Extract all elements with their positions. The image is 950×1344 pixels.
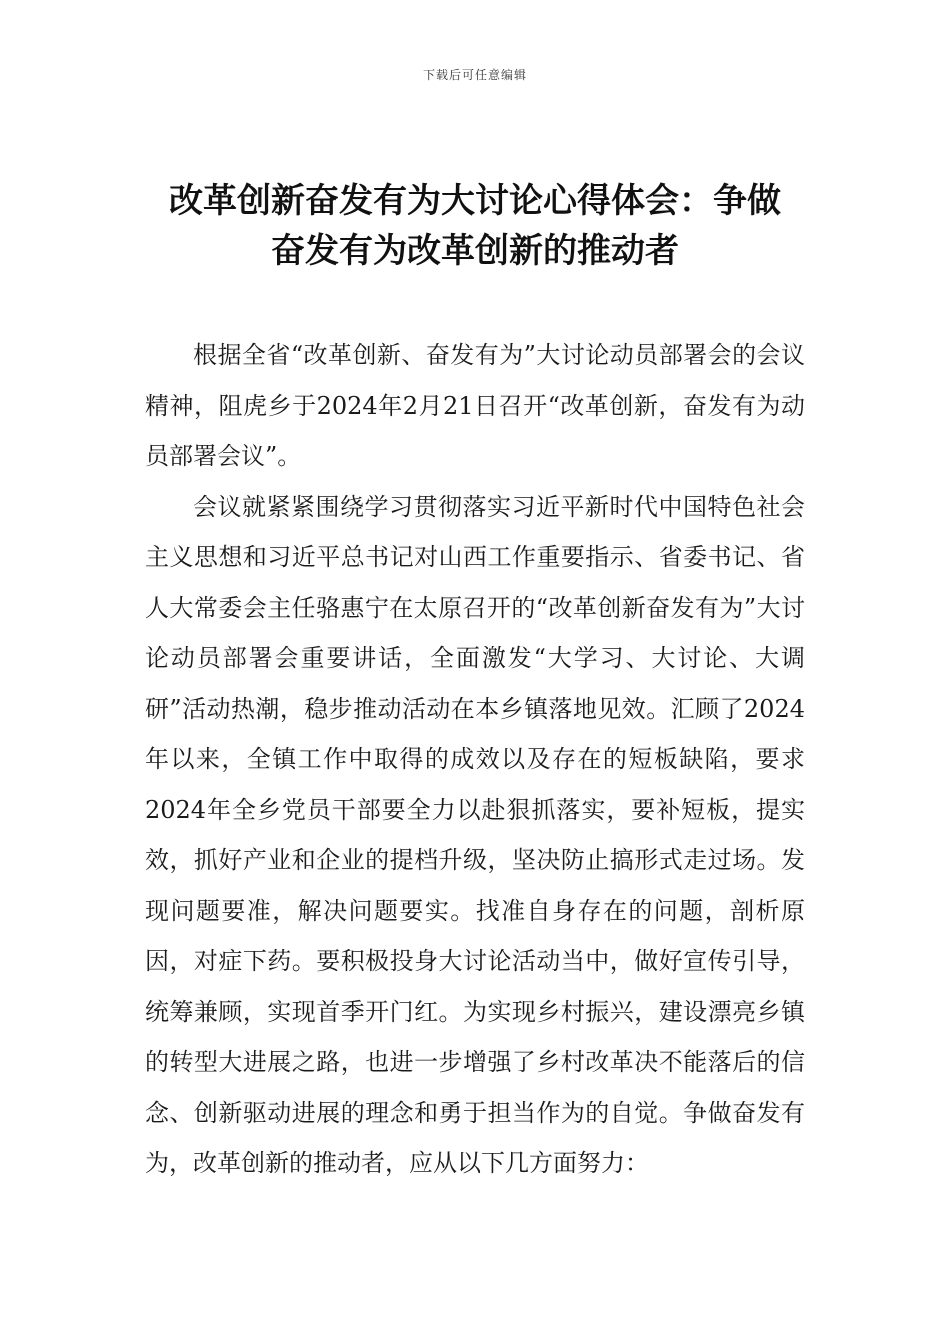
paragraph-1: 根据全省“改革创新、奋发有为”大讨论动员部署会的会议精神，阻虎乡于2024年2月21日召开“改革创新，奋发有为动员部署会议”。: [145, 341, 805, 470]
paragraph-2: 会议就紧紧围绕学习贯彻落实习近平新时代中国特色社会主义思想和习近平总书记对山西工作重要指示、省委书记、省人大常委会主任骆惠宁在太原召开的“改革创新奋发有为”大讨论动员部署会重要讲话，全面激发“大学习、大讨论、大调研”活动热潮，稳步推动活动在本乡镇落地见效。汇顾了2024年以来，全镇工作中取得的成效以及存在的短板缺陷，要求2024年全乡党员干部要全力以赴狠抓落实，要补短板，提实效，抓好产业和企业的提档升级，坚决防止搞形式走过场。发现问题要准，解决问题要实。找准自身存在的问题，剖析原因，对症下药。要积极投身大讨论活动当中，做好宣传引导，统筹兼顾，实现首季开门红。为实现乡村振兴，建设漂亮乡镇的转型大进展之路，也进一步增强了乡村改革决不能落后的信念、创新驱动进展的理念和勇于担当作为的自觉。争做奋发有为，改革创新的推动者，应从以下几方面努力：: [145, 492, 805, 1177]
title-line-2: 奋发有为改革创新的推动者: [271, 231, 679, 271]
document-title: [145, 176, 805, 276]
header-note: 下载后可任意编辑: [422, 68, 527, 82]
document-body: [145, 330, 805, 1189]
title-line-1: 改革创新奋发有为大讨论心得体会：争做: [169, 181, 781, 221]
